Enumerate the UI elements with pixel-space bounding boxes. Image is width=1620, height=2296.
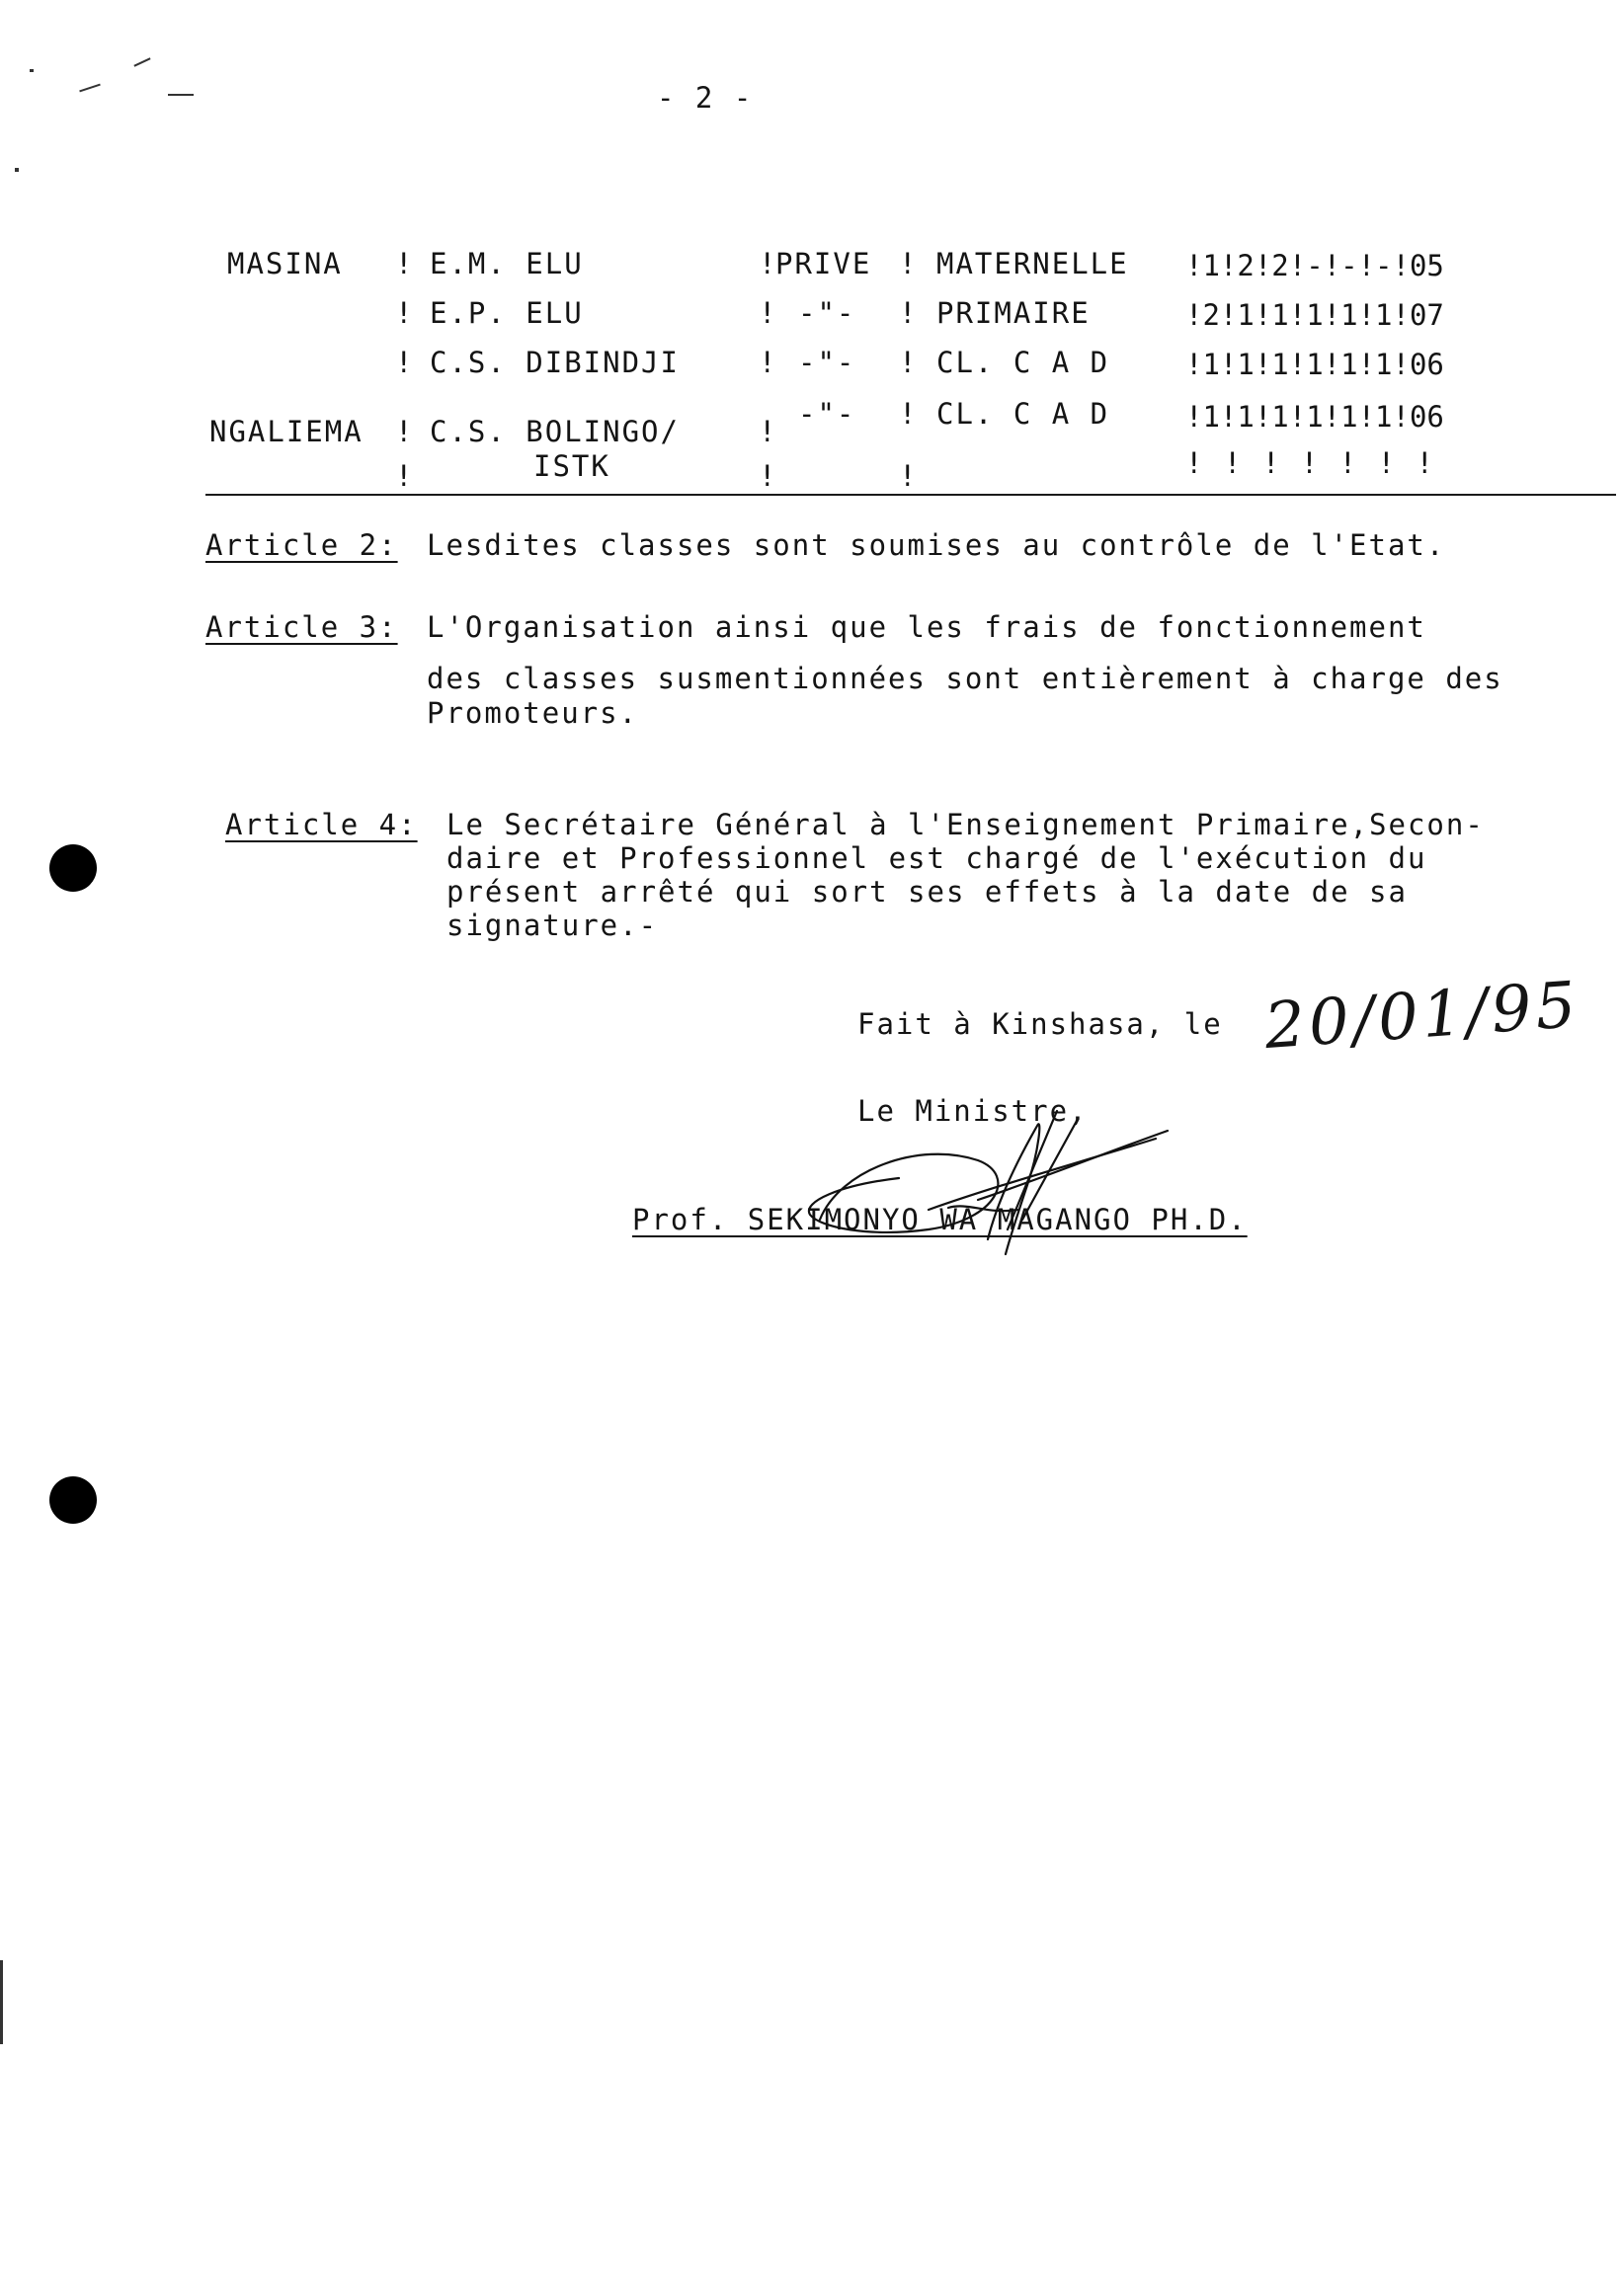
column-separator: !	[759, 296, 778, 330]
school-cell: C.S. BOLINGO/	[430, 415, 680, 448]
column-separator: !	[759, 415, 778, 448]
counts-cell: ! ! ! ! ! ! !	[1185, 446, 1435, 480]
article-line: des classes susmentionnées sont entièrement à charge des	[427, 662, 1503, 695]
column-separator: !	[759, 459, 778, 493]
counts-cell: !2!1!1!1!1!1!07	[1185, 298, 1444, 332]
place-and-date-label: Fait à Kinshasa, le	[857, 1007, 1223, 1041]
column-separator: !	[395, 296, 415, 330]
level-cell: MATERNELLE	[936, 247, 1129, 280]
regime-cell: -"-	[798, 296, 856, 330]
level-cell: CL. C A D	[936, 346, 1110, 379]
punch-hole	[49, 844, 97, 892]
regime-cell: -"-	[798, 346, 856, 379]
page-number: - 2 -	[657, 81, 754, 115]
article-line: L'Organisation ainsi que les frais de fonctionnement	[427, 610, 1426, 644]
column-separator: !	[395, 247, 415, 280]
scan-speck	[168, 94, 194, 96]
school-cell: E.M. ELU	[430, 247, 584, 280]
scan-speck	[79, 84, 101, 93]
counts-cell: !1!1!1!1!1!1!06	[1185, 400, 1444, 434]
counts-cell: !1!2!2!-!-!-!05	[1185, 249, 1444, 282]
column-separator: !	[899, 296, 919, 330]
column-separator: !	[899, 459, 919, 493]
column-separator: !	[759, 247, 778, 280]
article-label: Article 3:	[205, 610, 398, 644]
column-separator: !	[395, 415, 415, 448]
scan-speck	[15, 168, 19, 172]
article-line: Promoteurs.	[427, 696, 639, 730]
article-label: Article 2:	[205, 528, 398, 562]
school-cell: ISTK	[533, 449, 610, 483]
level-cell: PRIMAIRE	[936, 296, 1091, 330]
article-line: daire et Professionnel est chargé de l'exécution du	[446, 841, 1427, 875]
signatory-name: Prof. SEKIMONYO WA MAGANGO PH.D.	[632, 1203, 1248, 1236]
article-line: Lesdites classes sont soumises au contrôle de l'Etat.	[427, 528, 1446, 562]
school-cell: C.S. DIBINDJI	[430, 346, 680, 379]
article-line: signature.-	[446, 909, 659, 942]
handwritten-date: 20/01/95	[1261, 968, 1582, 1065]
article-line: présent arrêté qui sort ses effets à la date de sa	[446, 875, 1408, 909]
scan-speck	[133, 57, 150, 66]
article-label: Article 4:	[225, 808, 418, 841]
regime-cell: PRIVE	[775, 247, 872, 280]
punch-hole	[49, 1476, 97, 1524]
column-separator: !	[759, 346, 778, 379]
regime-cell: -"-	[798, 397, 856, 431]
minister-title: Le Ministre,	[857, 1094, 1089, 1128]
column-separator: !	[395, 459, 415, 493]
column-separator: !	[899, 346, 919, 379]
commune-cell: NGALIEMA	[209, 415, 364, 448]
signature-scribble	[780, 1091, 1175, 1259]
level-cell: CL. C A D	[936, 397, 1110, 431]
column-separator: !	[899, 397, 919, 431]
counts-cell: !1!1!1!1!1!1!06	[1185, 348, 1444, 381]
commune-cell: MASINA	[227, 247, 343, 280]
scan-speck	[30, 69, 34, 72]
table-bottom-rule	[205, 494, 1616, 496]
article-line: Le Secrétaire Général à l'Enseignement Primaire,Secon-	[446, 808, 1485, 841]
school-cell: E.P. ELU	[430, 296, 584, 330]
column-separator: !	[899, 247, 919, 280]
scan-edge-mark	[0, 1960, 3, 2044]
column-separator: !	[395, 346, 415, 379]
